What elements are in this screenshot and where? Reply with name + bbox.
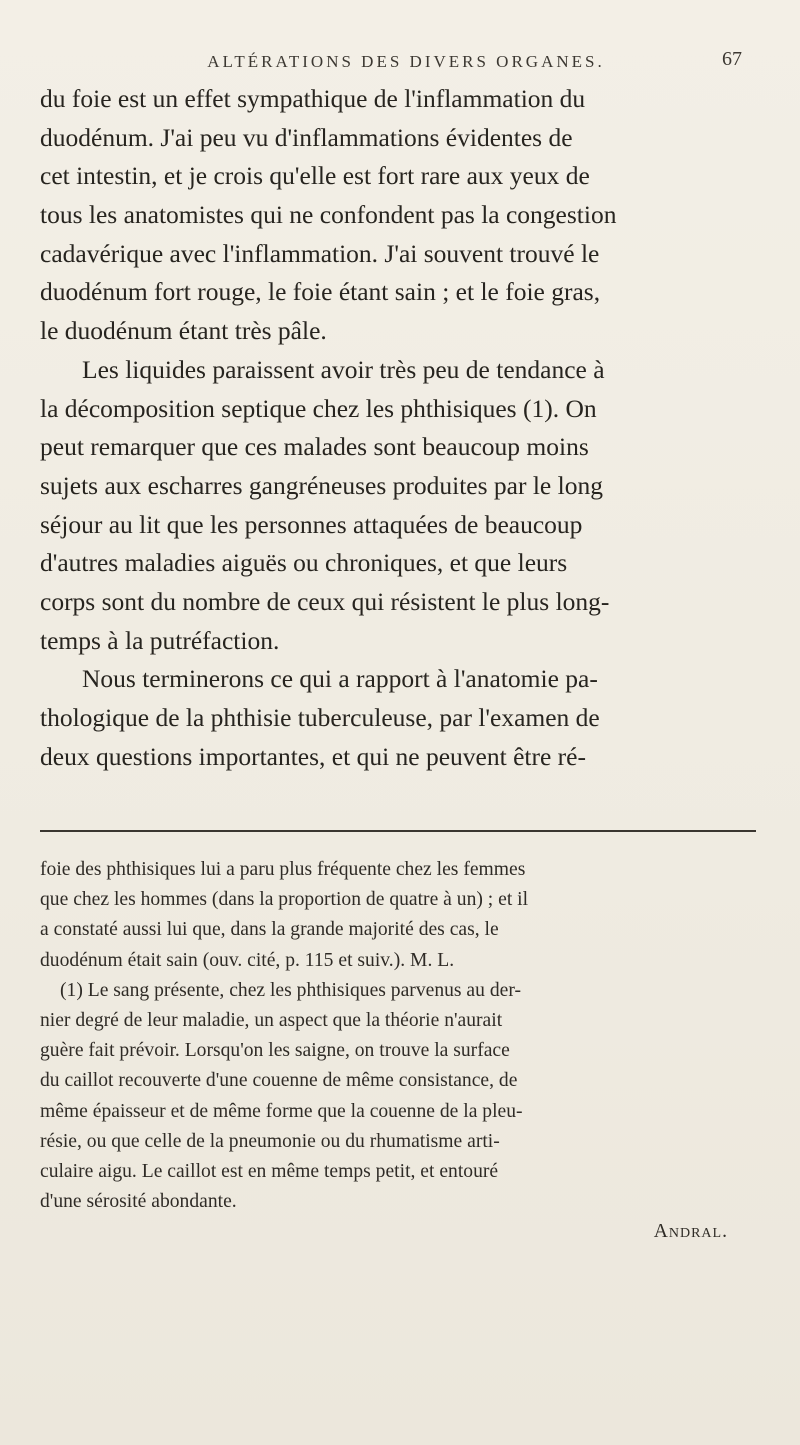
- text-line: corps sont du nombre de ceux qui résistent le plus long-: [40, 586, 610, 616]
- footnote-line: a constaté aussi lui que, dans la grande majorité des cas, le: [40, 919, 499, 941]
- text-line: temps à la putréfaction.: [40, 625, 280, 655]
- page-number: 67: [722, 48, 742, 70]
- running-head: ALTÉRATIONS DES DIVERS ORGANES.: [207, 52, 605, 71]
- footnote-separator: [40, 830, 756, 832]
- footnote-line: nier degré de leur maladie, un aspect que la théorie n'aurait: [40, 1009, 503, 1031]
- text-line: Nous terminerons ce qui a rapport à l'anatomie pa-: [82, 664, 598, 694]
- footnote-line: guère fait prévoir. Lorsqu'on les saigne, on trouve la surface: [40, 1040, 510, 1062]
- footnote-line: même épaisseur et de même forme que la couenne de la pleu-: [40, 1100, 523, 1122]
- footnote-line: d'une sérosité abondante.: [40, 1191, 237, 1213]
- text-line: thologique de la phthisie tuberculeuse, par l'examen de: [40, 703, 600, 732]
- text-line: d'autres maladies aiguës ou chroniques, et que leurs: [40, 548, 568, 578]
- text-line: cet intestin, et je crois qu'elle est fort rare aux yeux de: [40, 161, 590, 191]
- footnote-line: foie des phthisiques lui a paru plus fréquente chez les femmes: [40, 859, 526, 880]
- text-line: la décomposition septique chez les phthisiques (1). On: [40, 393, 597, 423]
- text-line: peut remarquer que ces malades sont beaucoup moins: [40, 432, 589, 462]
- text-line: duodénum. J'ai peu vu d'inflammations évidentes de: [40, 122, 573, 152]
- footnote-signature: Andral.: [653, 1221, 728, 1243]
- text-line: tous les anatomistes qui ne confondent pas la congestion: [40, 200, 617, 230]
- text-line: du foie est un effet sympathique de l'inflammation du: [40, 84, 586, 113]
- footnote-line: duodénum était sain (ouv. cité, p. 115 et suiv.). M. L.: [40, 949, 455, 971]
- text-line: séjour au lit que les personnes attaquées de beaucoup: [40, 509, 583, 539]
- main-text: [40, 80, 762, 776]
- text-line: deux questions importantes, et qui ne peuvent être ré-: [40, 741, 586, 771]
- text-line: duodénum fort rouge, le foie étant sain ; et le foie gras,: [40, 277, 601, 307]
- text-line: le duodénum étant très pâle.: [40, 316, 327, 346]
- footnote-line: culaire aigu. Le caillot est en même temps petit, et entouré: [40, 1160, 499, 1182]
- footnote-line: résie, ou que celle de la pneumonie ou du rhumatisme arti-: [40, 1130, 500, 1152]
- text-line: sujets aux escharres gangréneuses produites par le long: [40, 470, 603, 500]
- footnote-line: que chez les hommes (dans la proportion de quatre à un) ; et il: [40, 889, 529, 911]
- footnote-line: du caillot recouverte d'une couenne de même consistance, de: [40, 1070, 518, 1092]
- footnote-line: (1) Le sang présente, chez les phthisiques parvenus au der-: [60, 979, 521, 1001]
- text-line: cadavérique avec l'inflammation. J'ai souvent trouvé le: [40, 238, 600, 268]
- text-line: Les liquides paraissent avoir très peu de tendance à: [82, 354, 605, 384]
- footnotes: [40, 855, 762, 1247]
